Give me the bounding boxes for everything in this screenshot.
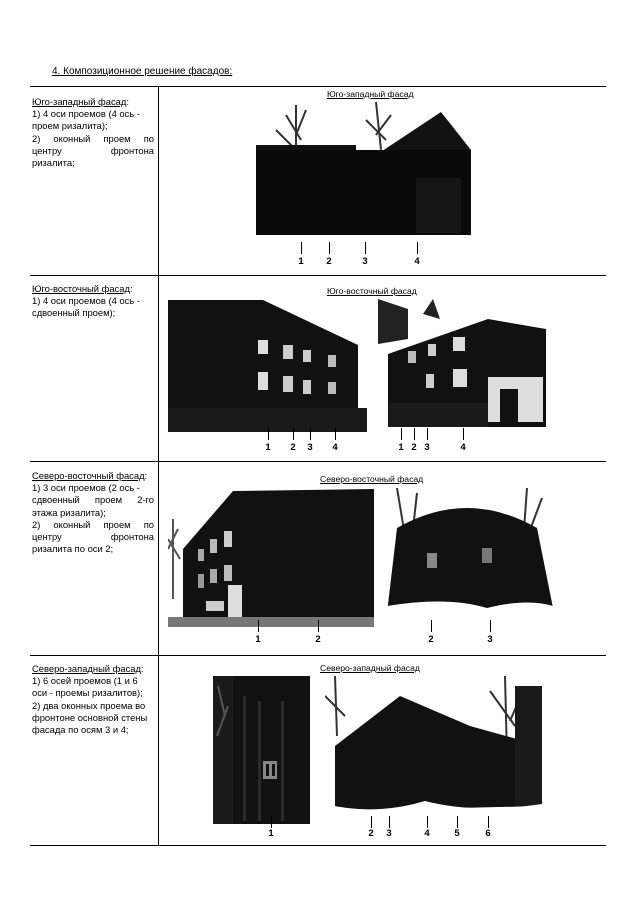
desc-line: этажа ризалита); — [32, 506, 106, 518]
facade-title: Юго-западный фасад — [32, 96, 127, 107]
title-colon: : — [126, 96, 129, 107]
desc-line: ризалита; — [32, 157, 75, 169]
axis-label: 4 — [332, 442, 338, 453]
axis-tick — [431, 620, 432, 632]
desc-line: 1) 3 оси проемов (2 ось - — [32, 482, 140, 494]
axis-label: 3 — [362, 256, 368, 267]
facade-description-northeast — [32, 470, 154, 555]
axis-label: 2 — [315, 634, 321, 645]
axis-label: 2 — [428, 634, 434, 645]
row-divider-2 — [30, 461, 606, 462]
photo-caption: Юго-восточный фасад — [327, 286, 417, 296]
axis-tick — [271, 816, 272, 828]
axis-tick — [335, 428, 336, 440]
axis-tick — [301, 242, 302, 254]
section-heading: 4. Композиционное решение фасадов: — [52, 66, 233, 77]
title-colon: : — [140, 663, 144, 674]
desc-line: центру фронтона — [32, 531, 154, 543]
facade-title: Юго-восточный фасад — [32, 283, 130, 294]
axis-label: 3 — [424, 442, 430, 453]
desc-line: 1) 6 осей проемов (1 и 6 — [32, 675, 138, 687]
axis-label: 2 — [326, 256, 332, 267]
axis-label: 1 — [265, 442, 271, 453]
facade-description-southeast — [32, 283, 154, 320]
facade-description-northwest — [32, 663, 154, 736]
axis-label: 1 — [298, 256, 304, 267]
title-colon: : — [129, 283, 133, 294]
axis-label: 4 — [460, 442, 466, 453]
facade-photo-southeast-left — [168, 300, 367, 432]
row-divider-1 — [30, 275, 606, 276]
facade-photo-northwest-left — [213, 676, 310, 824]
desc-line: проем ризалита); — [32, 120, 108, 132]
facade-photo-southeast-right — [378, 299, 546, 427]
desc-line: 2) два оконных проема во — [32, 699, 146, 711]
facade-title: Северо-восточный фасад — [32, 470, 145, 481]
axis-label: 1 — [255, 634, 261, 645]
axis-label: 5 — [454, 828, 460, 839]
axis-label: 3 — [386, 828, 392, 839]
axis-label: 1 — [268, 828, 274, 839]
axis-label: 3 — [307, 442, 313, 453]
axis-tick — [417, 242, 418, 254]
axis-label: 4 — [424, 828, 430, 839]
axis-tick — [463, 428, 464, 440]
table-top-rule — [30, 86, 606, 87]
axis-tick — [318, 620, 319, 632]
axis-tick — [365, 242, 366, 254]
desc-line: оси - проемы ризалитов); — [32, 687, 143, 699]
axis-tick — [310, 428, 311, 440]
facade-title: Северо-западный фасад — [32, 663, 141, 674]
facade-photo-northeast-left — [168, 489, 374, 627]
photo-caption: Юго-западный фасад — [327, 89, 414, 99]
axis-tick — [488, 816, 489, 828]
desc-line: сдвоенный проем 2-го — [32, 494, 154, 506]
axis-tick — [293, 428, 294, 440]
axis-tick — [371, 816, 372, 828]
axis-tick — [401, 428, 402, 440]
desc-line: фронтоне основной стены — [32, 711, 148, 723]
axis-label: 1 — [398, 442, 404, 453]
desc-line: 2) оконный проем по — [32, 132, 154, 144]
title-colon: : — [144, 470, 148, 481]
desc-line: 2) оконный проем по — [32, 518, 154, 530]
facade-photo-northwest-right — [325, 676, 542, 824]
desc-line: сдвоенный проем); — [32, 307, 116, 319]
desc-line: центру фронтона — [32, 144, 154, 156]
axis-label: 2 — [290, 442, 296, 453]
desc-line: фасада по осям 3 и 4; — [32, 724, 129, 736]
axis-tick — [329, 242, 330, 254]
axis-tick — [427, 816, 428, 828]
column-divider — [158, 86, 159, 845]
desc-line: 1) 4 оси проемов (4 ось - — [32, 295, 140, 307]
photo-caption: Северо-восточный фасад — [320, 474, 424, 484]
axis-tick — [258, 620, 259, 632]
axis-tick — [268, 428, 269, 440]
axis-label: 2 — [368, 828, 374, 839]
axis-label: 3 — [487, 634, 493, 645]
desc-line: 1) 4 оси проемов (4 ось - — [32, 108, 140, 120]
axis-tick — [427, 428, 428, 440]
facade-description-southwest — [32, 96, 154, 169]
axis-tick — [457, 816, 458, 828]
table-bottom-rule — [30, 845, 606, 846]
facade-photo-northeast-right — [387, 488, 553, 627]
row-divider-3 — [30, 655, 606, 656]
photo-caption: Северо-западный фасад — [320, 663, 420, 673]
axis-label: 6 — [485, 828, 491, 839]
axis-label: 2 — [411, 442, 417, 453]
axis-tick — [490, 620, 491, 632]
desc-line: ризалита по оси 2; — [32, 543, 114, 555]
axis-tick — [389, 816, 390, 828]
axis-tick — [414, 428, 415, 440]
facade-photo-southwest — [256, 100, 486, 250]
axis-label: 4 — [414, 256, 420, 267]
